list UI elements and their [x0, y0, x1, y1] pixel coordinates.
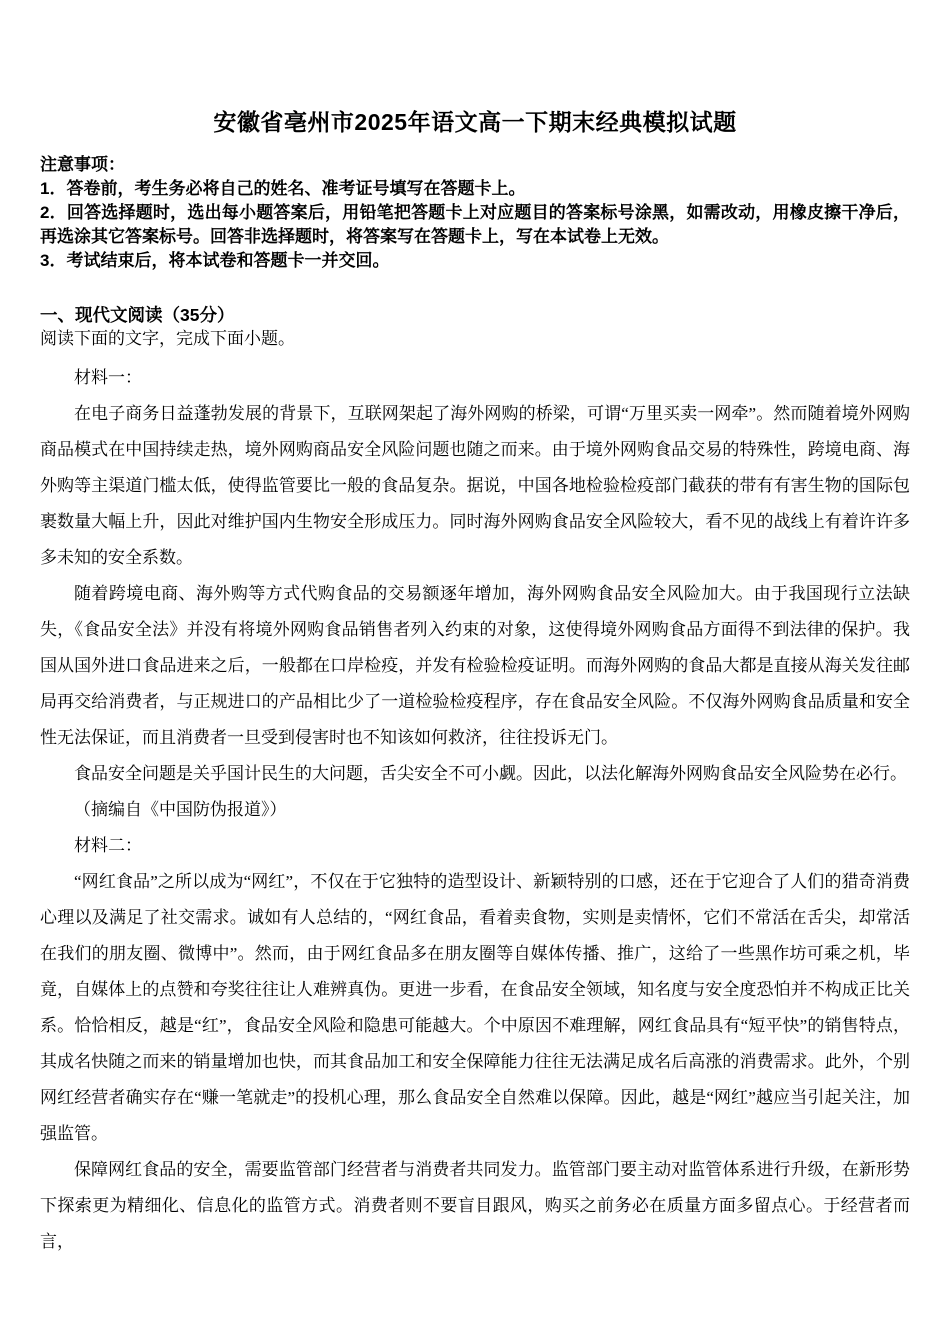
section-one-intro: 阅读下面的文字，完成下面小题。 — [40, 329, 295, 348]
notice-heading: 注意事项： — [40, 155, 125, 174]
material-two-paragraph-2: 保障网红食品的安全，需要监管部门经营者与消费者共同发力。监管部门要主动对监管体系进行升级，在新形势下探索更为精细化、信息化的监管方式。消费者则不要盲目跟风，购买之前务必在质量方面多留点心。于经营者而言， — [40, 1160, 910, 1251]
notice-item-2: 2．回答选择题时，选出每小题答案后，用铅笔把答题卡上对应题目的答案标号涂黑，如需改动，用橡皮擦干净后，再选涂其它答案标号。回答非选择题时，将答案写在答题卡上，写在本试卷上无效。 — [40, 203, 910, 246]
reading-passage — [40, 360, 910, 1260]
exam-title: 安徽省亳州市2025年语文高一下期末经典模拟试题 — [213, 109, 737, 135]
material-one-paragraph-3: 食品安全问题是关乎国计民生的大问题，舌尖安全不可小觑。因此，以法化解海外网购食品安全风险势在必行。 — [74, 764, 907, 783]
material-two-paragraph-1: “网红食品”之所以成为“网红”，不仅在于它独特的造型设计、新颖特别的口感，还在于它迎合了人们的猎奇消费心理以及满足了社交需求。诚如有人总结的，“网红食品，看着卖食物，实则是卖情怀，它们不常活在舌尖，却常活在我们的朋友圈、微博中”。然而，由于网红食品多在朋友圈等自媒体传播、推广，这给了一些黑作坊可乘之机，毕竟，自媒体上的点赞和夸奖往往让人难辨真伪。更进一步看，在食品安全领域，知名度与安全度恐怕并不构成正比关系。恰恰相反，越是“红”，食品安全风险和隐患可能越大。个中原因不难理解，网红食品具有“短平快”的销售特点，其成名快随之而来的销量增加也快，而其食品加工和安全保障能力往往无法满足成名后高涨的消费需求。此外，个别网红经营者确实存在“赚一笔就走”的投机心理，那么食品安全自然难以保障。因此，越是“网红”越应当引起关注，加强监管。 — [40, 872, 910, 1143]
material-one-label: 材料一： — [74, 368, 142, 387]
material-one-paragraph-1: 在电子商务日益蓬勃发展的背景下，互联网架起了海外网购的桥梁，可谓“万里买卖一网牵”。然而随着境外网购商品模式在中国持续走热，境外网购商品安全风险问题也随之而来。由于境外网购食品交易的特殊性，跨境电商、海外购等主渠道门槛太低，使得监管要比一般的食品复杂。据说，中国各地检验检疫部门截获的带有有害生物的国际包裹数量大幅上升，因此对维护国内生物安全形成压力。同时海外网购食品安全风险较大，看不见的战线上有着许许多多未知的安全系数。 — [40, 404, 910, 567]
material-one-source: （摘编自《中国防伪报道》） — [74, 800, 287, 819]
section-one-heading: 一、现代文阅读（35分） — [40, 305, 235, 325]
notice-section — [40, 153, 910, 273]
material-two-label: 材料二： — [74, 836, 142, 855]
material-one-paragraph-2: 随着跨境电商、海外购等方式代购食品的交易额逐年增加，海外网购食品安全风险加大。由于我国现行立法缺失，《食品安全法》并没有将境外网购食品销售者列入约束的对象，这使得境外网购食品方面得不到法律的保护。我国从国外进口食品进来之后，一般都在口岸检疫，并发有检验检疫证明。而海外网购的食品大都是直接从海关发往邮局再交给消费者，与正规进口的产品相比少了一道检验检疫程序，存在食品安全风险。不仅海外网购食品质量和安全性无法保证，而且消费者一旦受到侵害时也不知该如何救济，往往投诉无门。 — [40, 584, 910, 747]
notice-item-3: 3．考试结束后，将本试卷和答题卡一并交回。 — [40, 251, 390, 270]
notice-item-1: 1．答卷前，考生务必将自己的姓名、准考证号填写在答题卡上。 — [40, 179, 526, 198]
